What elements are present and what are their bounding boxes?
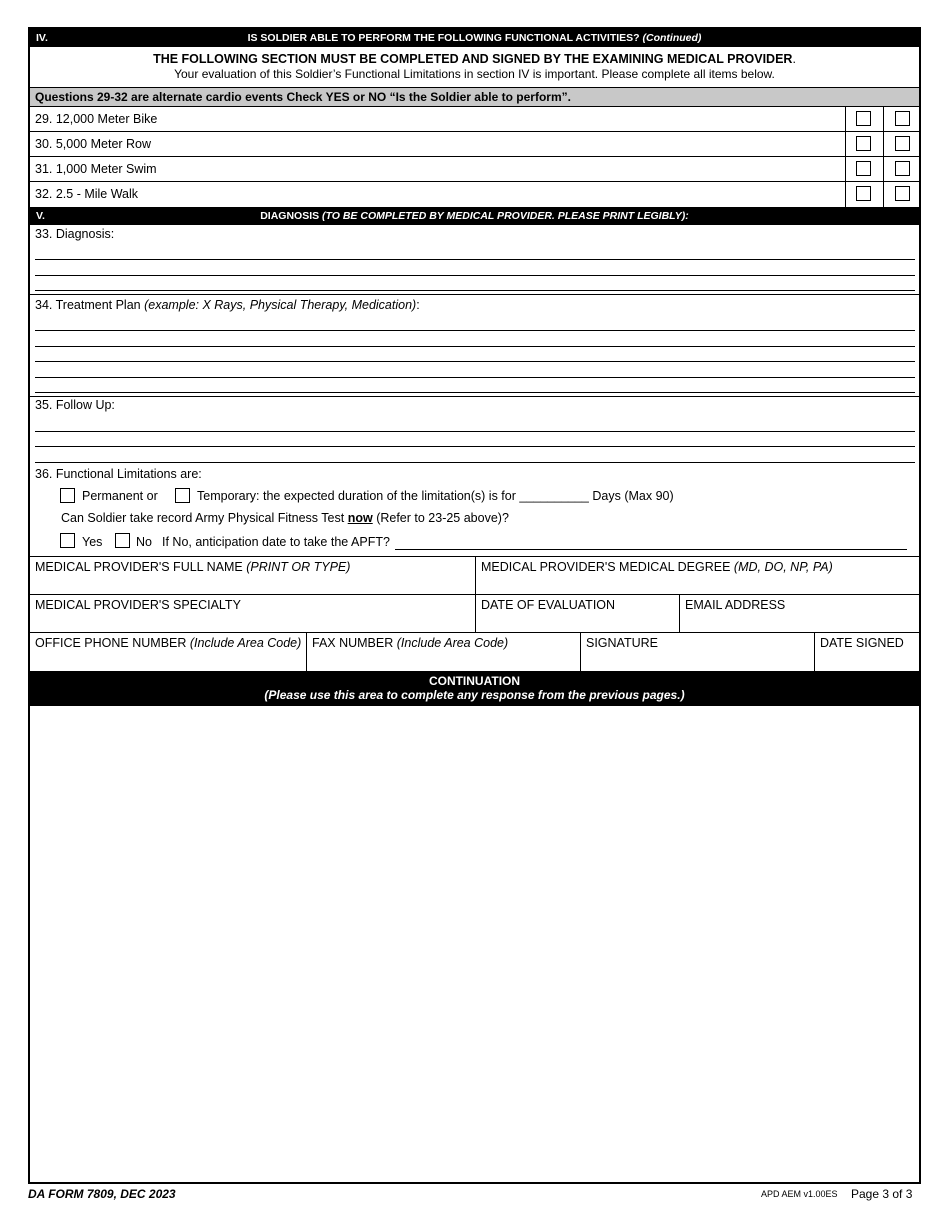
functional-limitations — [30, 467, 919, 557]
notice-bold: THE FOLLOWING SECTION MUST BE COMPLETED AND SIGNED BY THE EXAMINING MEDICAL PROVIDER — [153, 52, 793, 66]
temporary-label: Temporary: the expected duration of the limitation(s) is for __________ Days (Max 90) — [197, 489, 674, 503]
no-checkbox[interactable] — [895, 111, 910, 126]
anticipation-date-line[interactable] — [395, 549, 907, 550]
apft-yes-checkbox[interactable] — [60, 533, 75, 548]
permanent-checkbox[interactable] — [60, 488, 75, 503]
provider-degree-field[interactable]: MEDICAL PROVIDER'S MEDICAL DEGREE (MD, DO, NP, PA) — [481, 560, 833, 574]
provider-notice: THE FOLLOWING SECTION MUST BE COMPLETED AND SIGNED BY THE EXAMINING MEDICAL PROVIDER. Your evaluation of this Soldier’s Functional Limitations in section IV is important. Please complete all items below. — [30, 47, 919, 88]
office-phone-field[interactable]: OFFICE PHONE NUMBER (Include Area Code) — [30, 633, 307, 671]
date-signed-field[interactable]: DATE SIGNED — [820, 636, 904, 650]
anticipation-label: If No, anticipation date to take the APFT? — [162, 535, 390, 549]
continuation-header — [30, 671, 919, 706]
questions-header: Questions 29-32 are alternate cardio events Check YES or NO “Is the Soldier able to perform”. — [30, 88, 919, 107]
provider-row-1 — [30, 557, 919, 595]
yes-checkbox[interactable] — [856, 136, 871, 151]
list-item: 30. 5,000 Meter Row — [30, 132, 919, 157]
no-checkbox[interactable] — [895, 186, 910, 201]
fax-field[interactable]: FAX NUMBER (Include Area Code) — [307, 633, 581, 671]
section-v-number: V. — [36, 210, 45, 222]
follow-up-label: 35. Follow Up: — [35, 398, 115, 412]
signature-field[interactable]: SIGNATURE — [581, 633, 815, 671]
apft-question: Can Soldier take record Army Physical Fitness Test now (Refer to 23-25 above)? — [61, 511, 509, 525]
form-page — [28, 27, 921, 1184]
section-iv-header — [30, 29, 919, 47]
list-item: 31. 1,000 Meter Swim — [30, 157, 919, 182]
section-v-header — [30, 207, 919, 225]
yes-checkbox[interactable] — [856, 186, 871, 201]
section-iv-title: IS SOLDIER ABLE TO PERFORM THE FOLLOWING FUNCTIONAL ACTIVITIES? (Continued) — [247, 32, 702, 44]
temporary-checkbox[interactable] — [175, 488, 190, 503]
continuation-title: CONTINUATION — [428, 674, 521, 688]
email-field[interactable]: EMAIL ADDRESS — [685, 598, 786, 612]
continuation-subtitle: (Please use this area to complete any response from the previous pages.) — [264, 688, 685, 702]
yes-label: Yes — [82, 535, 103, 549]
yes-checkbox[interactable] — [856, 111, 871, 126]
functional-label: 36. Functional Limitations are: — [35, 467, 202, 481]
provider-name-field[interactable]: MEDICAL PROVIDER'S FULL NAME (PRINT OR TYPE) — [30, 557, 476, 594]
permanent-label: Permanent or — [82, 489, 158, 503]
version-label: APD AEM v1.00ES — [761, 1189, 838, 1199]
provider-row-2 — [30, 595, 919, 633]
yes-checkbox[interactable] — [856, 161, 871, 176]
list-item: 29. 12,000 Meter Bike — [30, 107, 919, 132]
diagnosis-label: 33. Diagnosis: — [35, 227, 115, 241]
treatment-label: 34. Treatment Plan (example: X Rays, Physical Therapy, Medication): — [35, 298, 420, 312]
form-id: DA FORM 7809, DEC 2023 — [28, 1187, 176, 1201]
no-checkbox[interactable] — [895, 161, 910, 176]
continuation-textarea[interactable] — [30, 706, 919, 1182]
provider-row-3 — [30, 633, 919, 671]
treatment-plan-field[interactable] — [30, 295, 919, 397]
diagnosis-field[interactable] — [30, 225, 919, 295]
follow-up-field[interactable] — [30, 397, 919, 467]
no-checkbox[interactable] — [895, 136, 910, 151]
notice-text: Your evaluation of this Soldier’s Functional Limitations in section IV is important. Please complete all items below. — [174, 67, 775, 81]
section-iv-number: IV. — [36, 32, 48, 44]
page-number: Page 3 of 3 — [851, 1187, 913, 1201]
apft-no-checkbox[interactable] — [115, 533, 130, 548]
no-label: No — [136, 535, 152, 549]
date-evaluation-field[interactable]: DATE OF EVALUATION — [476, 595, 680, 632]
provider-specialty-field[interactable]: MEDICAL PROVIDER'S SPECIALTY — [30, 595, 476, 632]
section-v-title: DIAGNOSIS (TO BE COMPLETED BY MEDICAL PROVIDER. PLEASE PRINT LEGIBLY): — [260, 210, 689, 222]
list-item: 32. 2.5 - Mile Walk — [30, 182, 919, 207]
